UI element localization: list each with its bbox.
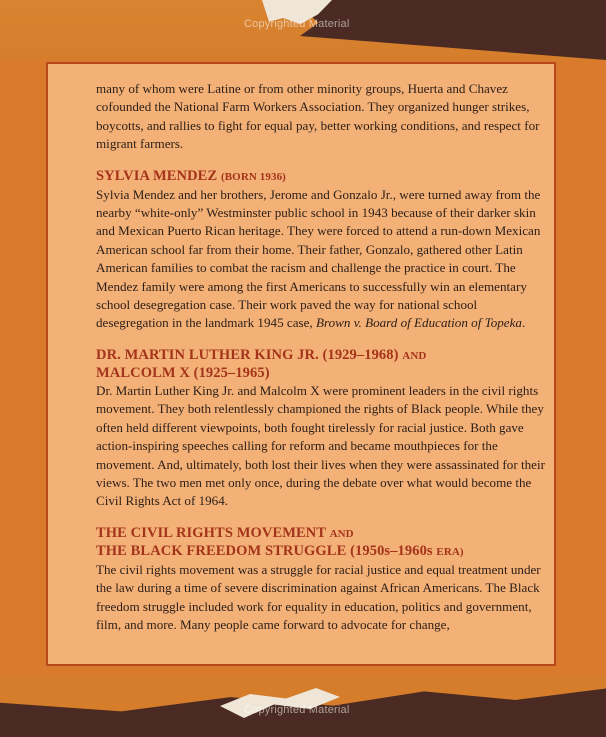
heading-era-end: ERA) [436,545,464,558]
section-sylvia-mendez [96,168,546,333]
watermark-bottom: Copyrighted Material [244,704,350,716]
heading-and: AND [402,349,427,362]
section-body: The civil rights movement was a struggle for racial justice and equal treatment under the law during a time of severe discrimination against African Americans. The Black freedom struggle included work for equality in education, politics and government, film, and more. Many people came forward to advocate for change, [96,561,541,632]
section-mlk-malcolm-x [96,347,546,511]
section-body [96,186,546,333]
section-heading [96,525,546,561]
heading-and: AND [329,527,354,540]
section-civil-rights-movement [96,525,546,635]
section-body: Dr. Martin Luther King Jr. and Malcolm X were prominent leaders in the civil rights movement. They both relentlessly championed the rights of Black people. While they often held different viewpoints, both fought tirelessly for racial justice. Both gave action-inspiring speeches calling for reform and became mouthpieces for the movement. And, ultimately, both lost their lives when they were assassinated for their views. The two men met only once, during the debate over what would become the Civil Rights Act of 1964. [96,382,545,509]
body-end: . [521,315,526,331]
heading-line-2: MALCOLM X (1925–1965) [96,364,270,381]
section-heading [96,347,546,382]
case-title: Brown v. Board of Education of Topeka [315,315,522,331]
body-text: Sylvia Mendez and her brothers, Jerome and Gonzalo Jr., were turned away from the nearby “white-only” Westminster public school in 1943 because of their darker skin and Mexican Puerto Rican heritage. They were forced to attend a run-down Mexican American school far from their home. Their father, Gonzalo, gathered other Latin American families to combat the racism and challenge the practice in court. The Mendez family were among the first Americans to successfully win an elementary school desegregation case. Their work paved the way for national school desegregation in the landmark 1945 case, [96,186,541,331]
page-content [96,80,546,634]
heading-line-2: THE BLACK FREEDOM STRUGGLE [96,542,347,559]
heading-name: SYLVIA MENDEZ [96,167,218,184]
heading-era: (1950s–1960s [350,542,433,559]
watermark-top: Copyrighted Material [244,18,350,30]
section-heading [96,168,546,186]
heading-line-1: THE CIVIL RIGHTS MOVEMENT [96,524,326,541]
heading-line-1: DR. MARTIN LUTHER KING JR. (1929–1968) [96,346,399,363]
heading-dates: (BORN 1936) [220,170,286,183]
intro-paragraph: many of whom were Latine or from other minority groups, Huerta and Chavez cofounded the National Farm Workers Association. They organized hunger strikes, boycotts, and rallies to fight for equal pay, better working conditions, and respect for migrant farmers. [96,81,540,152]
